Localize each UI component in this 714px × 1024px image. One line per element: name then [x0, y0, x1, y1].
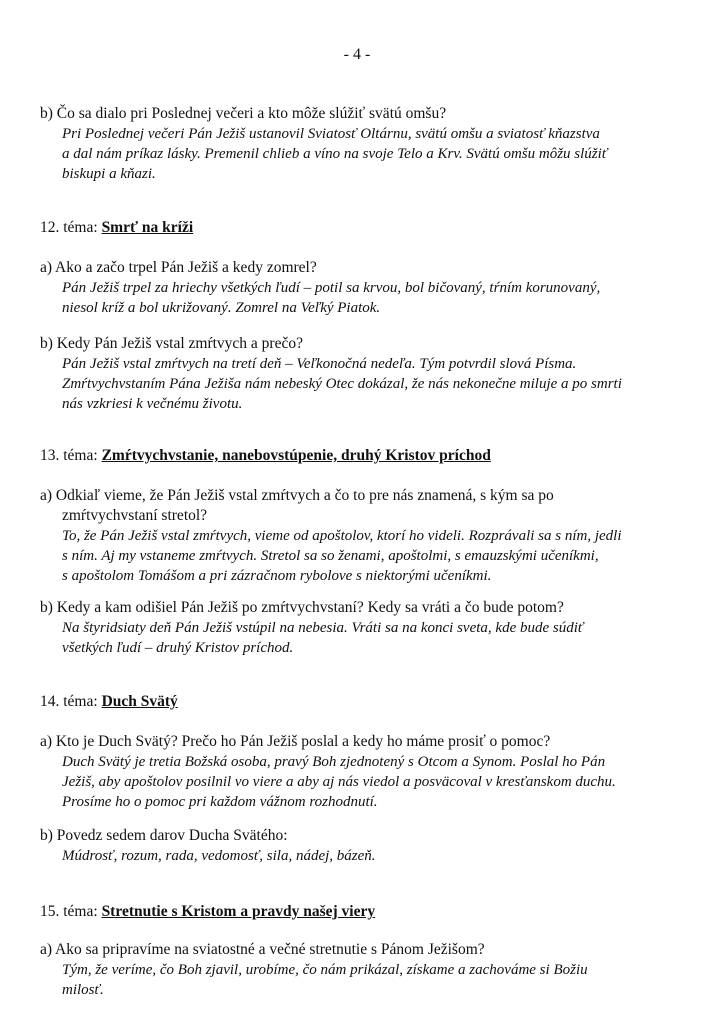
question: b) Kedy a kam odišiel Pán Ježiš po zmŕtvychvstaní? Kedy sa vráti a čo bude potom? — [40, 599, 564, 616]
answer-line: To, že Pán Ježiš vstal zmŕtvych, vieme od apoštolov, ktorí ho videli. Rozprávali sa s ním, jedli — [62, 528, 622, 544]
topic-heading — [40, 446, 680, 466]
question: a) Ako sa pripravíme na sviatostné a večné stretnutie s Pánom Ježišom? — [40, 941, 485, 958]
question: b) Kedy Pán Ježiš vstal zmŕtvych a prečo? — [40, 335, 303, 352]
topic-heading — [40, 902, 680, 922]
answer-line: Tým, že veríme, čo Boh zjavil, urobíme, čo nám prikázal, získame a zachováme si Božiu — [62, 962, 588, 978]
answer-line: Pri Poslednej večeri Pán Ježiš ustanovil Sviatosť Oltárnu, svätú omšu a sviatosť kňazstva — [62, 126, 600, 142]
topic-title: Smrť na kríži — [101, 219, 194, 236]
question-block — [40, 940, 680, 1000]
answer-line: biskupi a kňazi. — [62, 166, 156, 182]
question: b) Čo sa dialo pri Poslednej večeri a kto môže slúžiť svätú omšu? — [40, 105, 447, 122]
topic-number: 14. téma: — [40, 693, 98, 710]
question: a) Odkiaľ vieme, že Pán Ježiš vstal zmŕtvych a čo to pre nás znamená, s kým sa po — [40, 487, 554, 504]
topic-number: 15. téma: — [40, 903, 98, 920]
answer-line: Zmŕtvychvstaním Pána Ježiša nám nebeský Otec dokázal, že nás nekonečne miluje a po smrti — [62, 376, 622, 392]
question: a) Kto je Duch Svätý? Prečo ho Pán Ježiš poslal a kedy ho máme prosiť o pomoc? — [40, 733, 551, 750]
topic-title: Zmŕtvychvstanie, nanebovstúpenie, druhý Kristov príchod — [101, 447, 491, 464]
question-block — [40, 334, 680, 414]
answer-line: Ježiš, aby apoštolov posilnil vo viere a aby aj nás viedol a posväcoval v kresťanskom duchu. — [62, 774, 616, 790]
answer-line: Na štyridsiaty deň Pán Ježiš vstúpil na nebesia. Vráti sa na konci sveta, kde bude súdiť — [62, 620, 584, 636]
topic-heading — [40, 692, 680, 712]
topic-heading — [40, 218, 680, 238]
page-number: - 4 - — [343, 46, 371, 63]
answer-line: s ním. Aj my vstaneme zmŕtvych. Stretol sa so ženami, apoštolmi, s emauzskými učeníkmi, — [62, 548, 599, 564]
answer-line: Múdrosť, rozum, rada, vedomosť, sila, nádej, bázeň. — [62, 848, 376, 864]
topic-number: 13. téma: — [40, 447, 98, 464]
question-block — [40, 104, 680, 184]
topic-number: 12. téma: — [40, 219, 98, 236]
answer-line: nás vzkriesi k večnému životu. — [62, 396, 243, 412]
answer-line: Pán Ježiš vstal zmŕtvych na tretí deň – Veľkonočná nedeľa. Tým potvrdil slová Písma. — [62, 356, 577, 372]
question: b) Povedz sedem darov Ducha Svätého: — [40, 827, 288, 844]
topic-title: Duch Svätý — [101, 693, 178, 710]
answer-line: Duch Svätý je tretia Božská osoba, pravý Boh zjednotený s Otcom a Synom. Poslal ho Pán — [62, 754, 606, 770]
topic-title: Stretnutie s Kristom a pravdy našej viery — [101, 903, 376, 920]
question-block — [40, 486, 680, 586]
question: a) Ako a začo trpel Pán Ježiš a kedy zomrel? — [40, 259, 317, 276]
answer-line: a dal nám príkaz lásky. Premenil chlieb a víno na svoje Telo a Krv. Svätú omšu môžu slúžiť — [62, 146, 608, 162]
answer-line: s apoštolom Tomášom a pri zázračnom rybolove s niektorými učeníkmi. — [62, 568, 492, 584]
question-continued: zmŕtvychvstaní stretol? — [62, 507, 208, 524]
answer-line: milosť. — [62, 982, 104, 998]
answer-line: Pán Ježiš trpel za hriechy všetkých ľudí – potil sa krvou, bol bičovaný, tŕním korunovaný, — [62, 280, 601, 296]
answer-line: niesol kríž a bol ukrižovaný. Zomrel na Veľký Piatok. — [62, 300, 381, 316]
answer-line: všetkých ľudí – druhý Kristov príchod. — [62, 640, 294, 656]
question-block — [40, 826, 680, 866]
answer-line: Prosíme ho o pomoc pri každom vážnom rozhodnutí. — [62, 794, 378, 810]
question-block — [40, 732, 680, 812]
question-block — [40, 598, 680, 658]
question-block — [40, 258, 680, 318]
